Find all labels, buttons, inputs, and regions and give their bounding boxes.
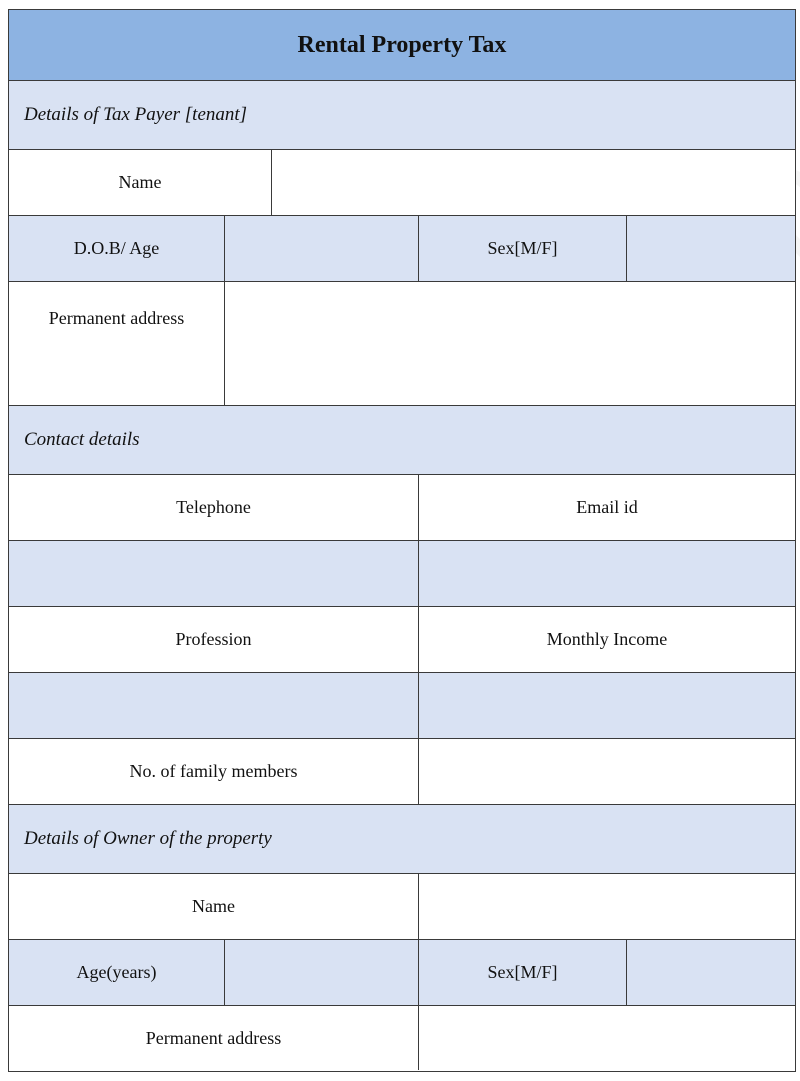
owner-name-label: Name bbox=[9, 874, 419, 940]
telephone-field[interactable] bbox=[9, 541, 419, 607]
email-field[interactable] bbox=[419, 541, 795, 607]
owner-sex-field[interactable] bbox=[627, 940, 795, 1006]
owner-section-heading: Details of Owner of the property bbox=[9, 805, 795, 874]
family-members-field[interactable] bbox=[419, 739, 795, 805]
contact-section-heading: Contact details bbox=[9, 406, 795, 475]
owner-age-label: Age(years) bbox=[9, 940, 225, 1006]
tenant-dob-label: D.O.B/ Age bbox=[9, 216, 225, 282]
tenant-name-field[interactable] bbox=[272, 150, 795, 216]
owner-age-field[interactable] bbox=[225, 940, 419, 1006]
tenant-section-heading: Details of Tax Payer [tenant] bbox=[9, 81, 795, 150]
owner-sex-label: Sex[M/F] bbox=[419, 940, 627, 1006]
tenant-sex-field[interactable] bbox=[627, 216, 795, 282]
tenant-sex-label: Sex[M/F] bbox=[419, 216, 627, 282]
tenant-name-label: Name bbox=[9, 150, 272, 216]
owner-name-field[interactable] bbox=[419, 874, 795, 940]
owner-address-field[interactable] bbox=[419, 1006, 795, 1070]
telephone-label: Telephone bbox=[9, 475, 419, 541]
monthly-income-field[interactable] bbox=[419, 673, 795, 739]
form-title: Rental Property Tax bbox=[9, 10, 795, 81]
monthly-income-label: Monthly Income bbox=[419, 607, 795, 673]
owner-address-label: Permanent address bbox=[9, 1006, 419, 1070]
rental-property-tax-form bbox=[8, 9, 796, 1072]
tenant-address-field[interactable] bbox=[225, 282, 795, 406]
profession-label: Profession bbox=[9, 607, 419, 673]
profession-field[interactable] bbox=[9, 673, 419, 739]
family-members-label: No. of family members bbox=[9, 739, 419, 805]
email-label: Email id bbox=[419, 475, 795, 541]
tenant-dob-field[interactable] bbox=[225, 216, 419, 282]
tenant-address-label: Permanent address bbox=[9, 282, 225, 406]
